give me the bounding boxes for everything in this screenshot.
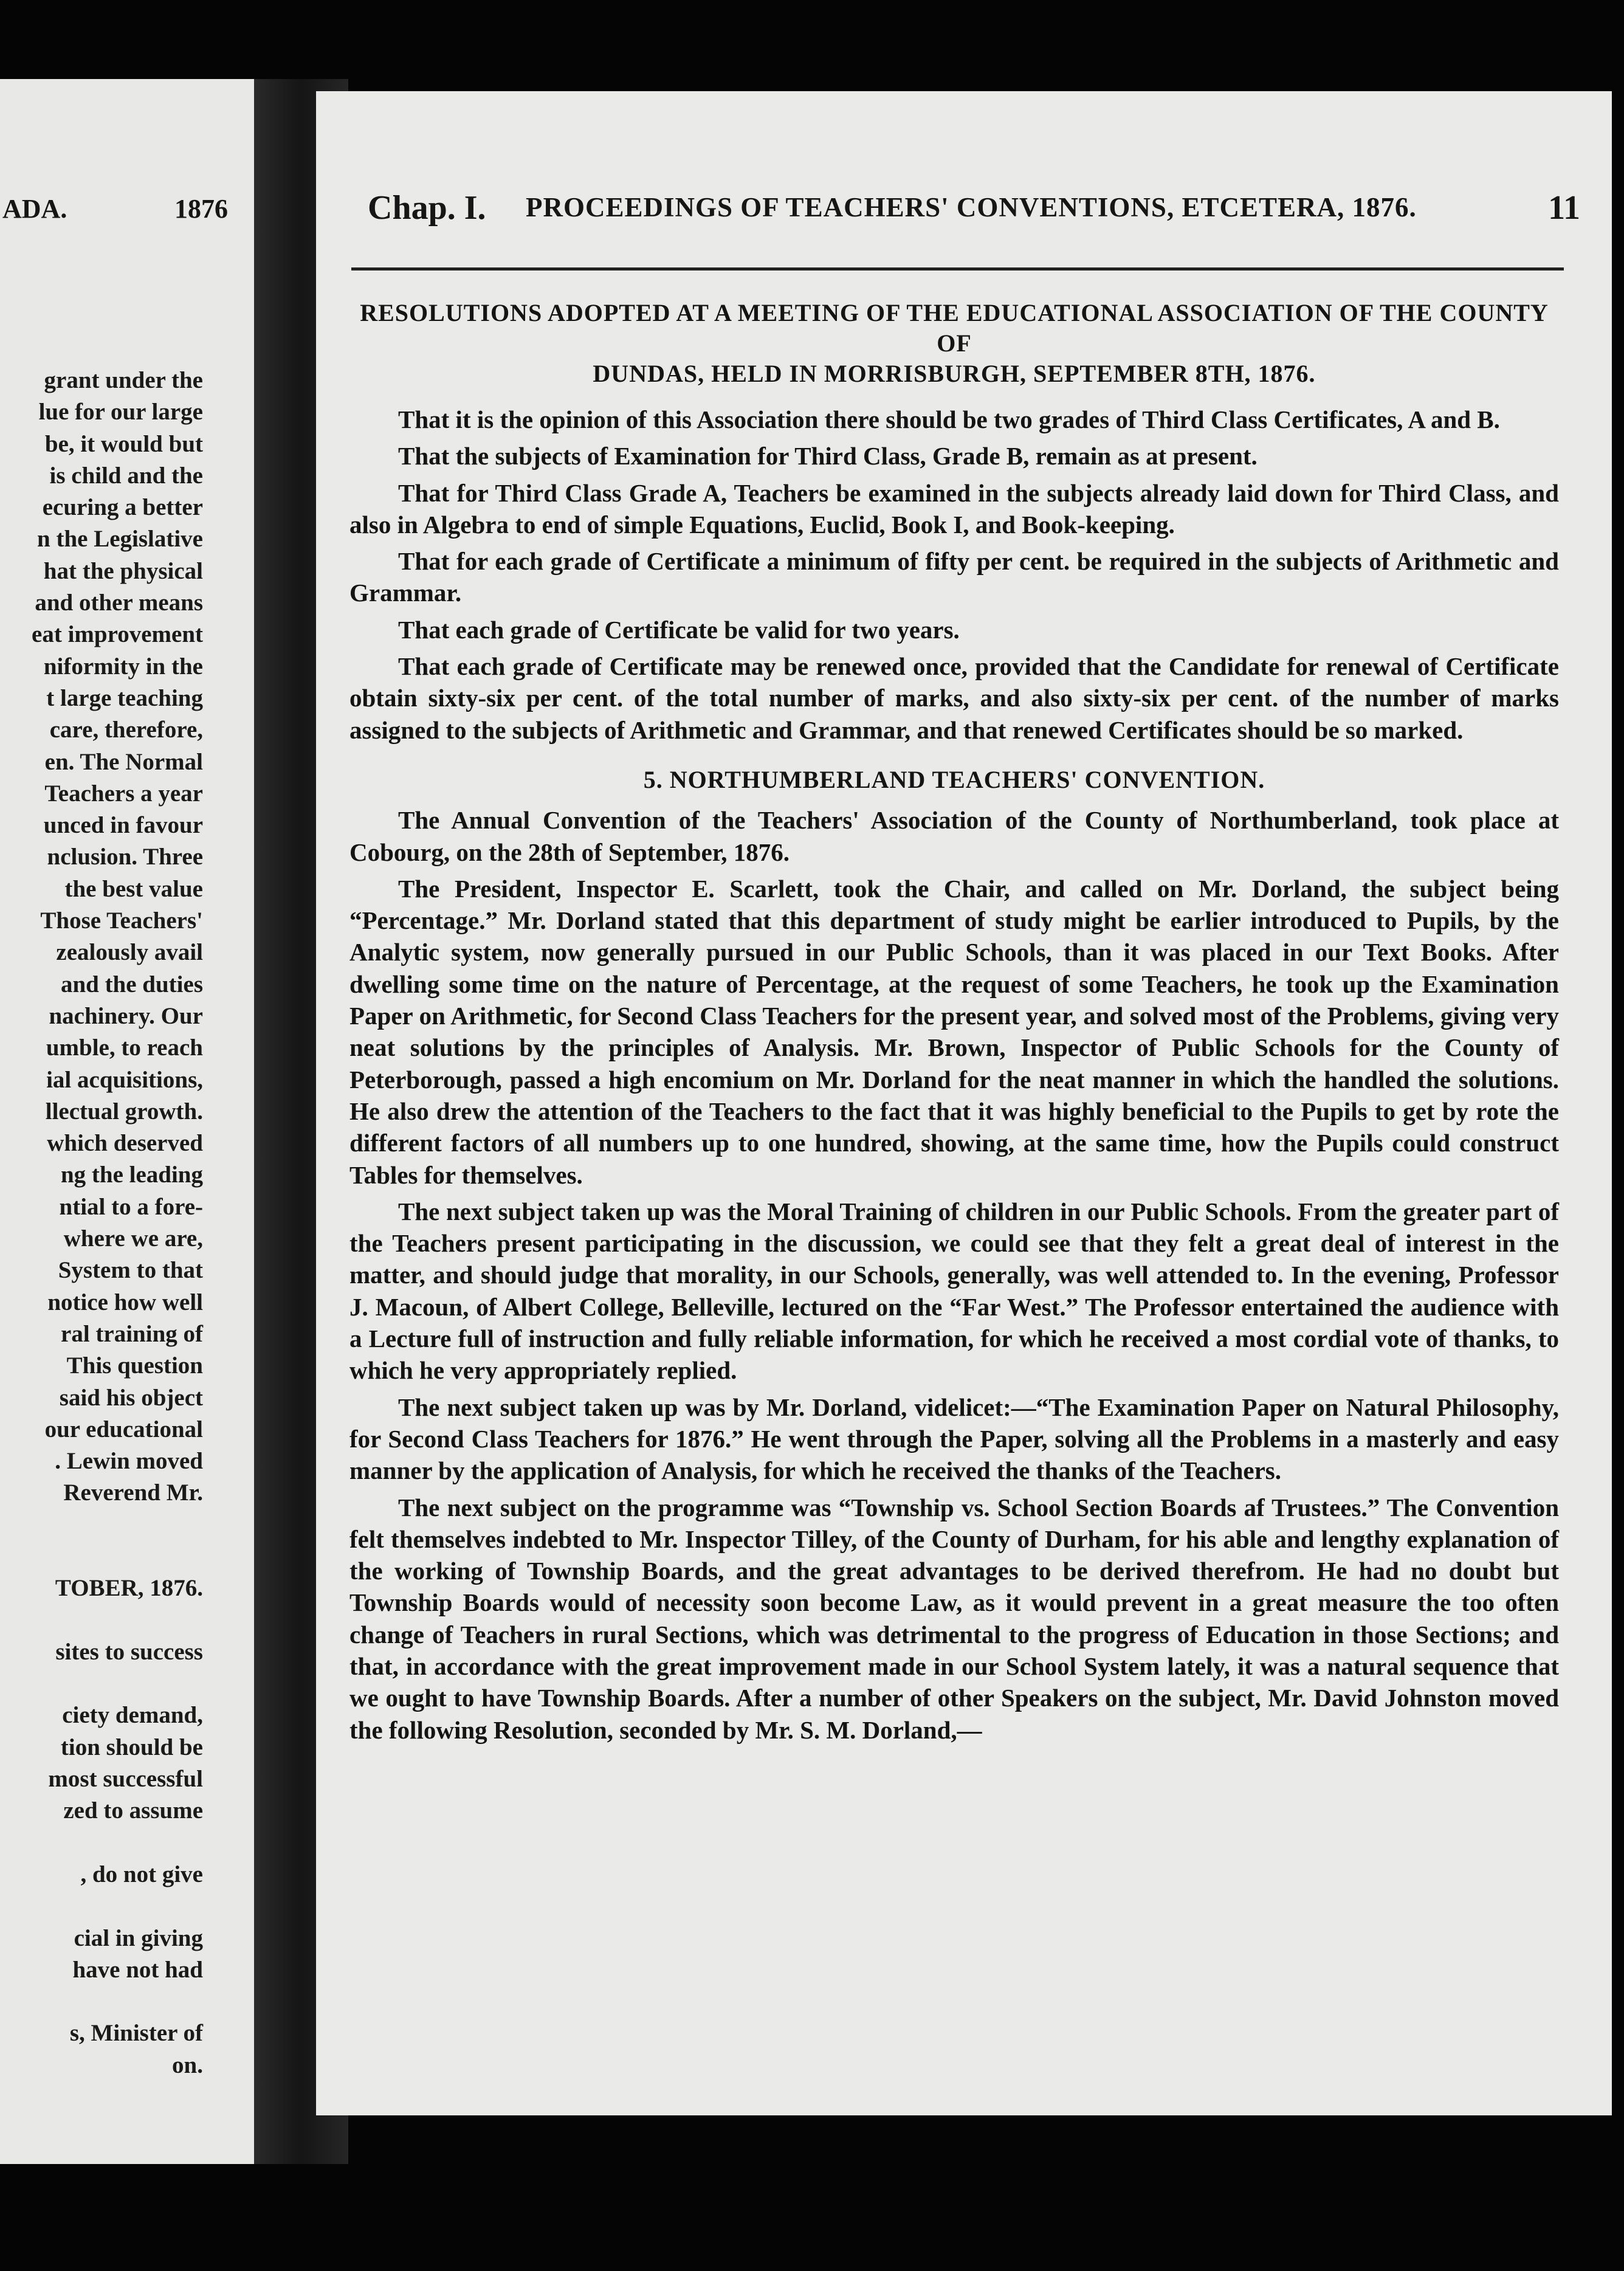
left-text-line: the best value [64, 875, 203, 902]
left-text-line: said his object [59, 1384, 203, 1411]
left-text-line [0, 1890, 243, 1922]
chapter-label: Chap. I. [368, 189, 486, 227]
left-running-header [0, 193, 246, 230]
left-text-line [0, 1827, 243, 1859]
left-text-line: This question [66, 1353, 203, 1379]
left-text-line: and the duties [60, 971, 203, 998]
left-text-line: niformity in the [43, 653, 203, 680]
left-text-line: TOBER, 1876. [55, 1575, 203, 1602]
left-text-line: Reverend Mr. [63, 1480, 203, 1506]
left-text-line: s, Minister of [69, 2020, 203, 2047]
resolution-paragraph: That each grade of Certificate may be renewed once, provided that the Candidate for renewal of Certificate obtain sixty-six per cent. of the total number of marks, and also sixty-six per cent. of the number of marks assigned to the subjects of Arithmetic and Grammar, and that renewed Certificates should be so marked. [349, 652, 1559, 744]
left-text-line: nclusion. Three [47, 844, 203, 870]
resolution-paragraph: That for each grade of Certificate a minimum of fifty per cent. be required in the subjects of Arithmetic and Grammar. [349, 547, 1559, 607]
resolutions-heading [349, 298, 1559, 389]
report-paragraph: The Annual Convention of the Teachers' Association of the County of Northumberland, took place at Cobourg, on the 28th of September, 1876. [349, 806, 1559, 866]
resolution-paragraph: That for Third Class Grade A, Teachers be examined in the subjects already laid down for Third Class, and also in Algebra to end of simple Equations, Euclid, Book I, and Book-keeping. [349, 478, 1559, 539]
left-text-line: on. [172, 2052, 203, 2078]
left-text-line: which deserved [47, 1130, 203, 1157]
left-text-line: ecuring a better [42, 494, 203, 521]
left-text-line: and other means [35, 590, 203, 616]
page-number: 11 [1548, 189, 1580, 227]
left-text-line: ng the leading [60, 1162, 203, 1188]
left-text-line: notice how well [47, 1289, 203, 1315]
resolutions-heading-line2: DUNDAS, HELD IN MORRISBURGH, SEPTEMBER 8TH, 1876. [593, 360, 1316, 387]
left-text-column [0, 365, 243, 2081]
resolutions-heading-line1: RESOLUTIONS ADOPTED AT A MEETING OF THE EDUCATIONAL ASSOCIATION OF THE COUNTY OF [360, 299, 1549, 357]
left-text-line [0, 1605, 243, 1636]
left-text-line: Teachers a year [44, 780, 203, 807]
left-text-line: , do not give [80, 1861, 203, 1887]
report-paragraph: The next subject taken up was by Mr. Dorland, videlicet:—“The Examination Paper on Natural Philosophy, for Second Class Teachers for 1876.” He went through the Paper, solving all the Problems in a masterly and easy manner by the application of Analysis, for which he received the thanks of the Teachers. [349, 1393, 1559, 1485]
running-title: PROCEEDINGS OF TEACHERS' CONVENTIONS, ETCETERA, 1876. [526, 192, 1417, 222]
resolution-paragraph: That it is the opinion of this Association there should be two grades of Third Class Certificates, A and B. [398, 405, 1500, 433]
left-text-line: cial in giving [74, 1925, 203, 1951]
header-rule [351, 267, 1564, 271]
report-paragraph: The next subject taken up was the Moral Training of children in our Public Schools. From the greater part of the Teachers present participating in the discussion, we could see that they felt a great deal of interest in the matter, and should judge that morality, in our Schools, generally, was well attended to. In the evening, Professor J. Macoun, of Albert College, Belleville, lectured on the “Far West.” The Professor entertained the audience with a Lecture full of instruction and fully reliable information, for which he received a most cordial vote of thanks, to which he very appropriately replied. [349, 1197, 1559, 1385]
left-text-line: our educational [44, 1416, 203, 1442]
convention-report [349, 804, 1559, 1746]
right-page [316, 91, 1612, 2115]
left-text-line: en. The Normal [44, 748, 203, 775]
left-text-line: ral training of [61, 1320, 203, 1347]
left-text-line: System to that [58, 1257, 203, 1284]
left-text-line: grant under the [44, 367, 203, 393]
running-header [343, 188, 1595, 243]
left-text-line [0, 1541, 243, 1573]
left-page-fragment [0, 79, 255, 2164]
left-text-line: n the Legislative [37, 526, 203, 553]
left-text-line [0, 1509, 243, 1541]
left-header-title: ADA. [2, 194, 67, 224]
left-text-line: . Lewin moved [55, 1448, 203, 1475]
left-text-line: unced in favour [43, 812, 203, 839]
left-text-line: be, it would but [44, 430, 203, 457]
left-text-line: have not had [72, 1956, 203, 1983]
resolutions-list [349, 404, 1559, 746]
left-text-line: lue for our large [38, 399, 203, 426]
page-body [349, 292, 1559, 1751]
left-text-line: care, therefore, [49, 717, 203, 743]
left-text-line: hat the physical [43, 557, 203, 584]
resolution-paragraph: That the subjects of Examination for Third Class, Grade B, remain as at present. [398, 442, 1258, 470]
section-heading: 5. NORTHUMBERLAND TEACHERS' CONVENTION. [643, 765, 1265, 793]
left-text-line: zealously avail [56, 939, 203, 966]
resolution-paragraph: That each grade of Certificate be valid for two years. [398, 615, 960, 644]
left-text-line: where we are, [63, 1225, 203, 1252]
left-text-line [0, 1668, 243, 1700]
left-text-line: ntial to a fore- [59, 1193, 203, 1220]
left-text-line: nachinery. Our [49, 1002, 203, 1029]
left-text-line: ial acquisitions, [46, 1066, 203, 1093]
left-text-line: sites to success [55, 1638, 203, 1665]
left-text-line: eat improvement [32, 621, 203, 648]
left-text-line: llectual growth. [45, 1098, 203, 1125]
report-paragraph: The President, Inspector E. Scarlett, took the Chair, and called on Mr. Dorland, the subject being “Percentage.” Mr. Dorland stated that this department of study might be earlier introduced to Pupils, by the Analytic system, now generally pursued in our Public Schools, than it was placed in our Text Books. After dwelling some time on the nature of Percentage, at the request of some Teachers, he took up the Examination Paper on Arithmetic, for Second Class Teachers for the present year, and solved most of the Problems, giving very neat solutions by the principles of Analysis. Mr. Brown, Inspector of Public Schools for the County of Peterborough, passed a high encomium on Mr. Dorland for the neat manner in which the handled the solutions. He also drew the attention of the Teachers to the fact that it was highly beneficial to the Pupils to get by rote the different factors of all numbers up to one hundred, showing, at the same time, how the Pupils could construct Tables for themselves. [349, 874, 1559, 1189]
left-text-line: most successful [48, 1766, 203, 1793]
report-paragraph: The next subject on the programme was “Township vs. School Section Boards af Trustees.” The Convention felt themselves indebted to Mr. Inspector Tilley, of the County of Durham, for his able and lengthy explanation of the working of Township Boards, and the great advantages to be derived therefrom. He had no doubt but Township Boards would of necessity soon become Law, as it would prevent in a great measure the too often change of Teachers in rural Sections, which was detrimental to the progress of Education in those Sections; and that, in accordance with the great improvement made in our School System lately, it was a natural sequence that we ought to have Township Boards. After a number of other Speakers on the subject, Mr. David Johnston moved the following Resolution, seconded by Mr. S. M. Dorland,— [349, 1493, 1559, 1744]
left-text-line: ciety demand, [62, 1702, 203, 1729]
left-text-line: t large teaching [46, 684, 203, 711]
left-text-line: umble, to reach [46, 1035, 203, 1061]
left-text-line [0, 1986, 243, 2018]
left-header-year: 1876 [174, 194, 228, 224]
left-text-line: Those Teachers' [40, 908, 203, 934]
left-text-line: is child and the [49, 462, 203, 489]
left-text-line: zed to assume [63, 1797, 203, 1824]
left-text-line: tion should be [60, 1734, 203, 1760]
